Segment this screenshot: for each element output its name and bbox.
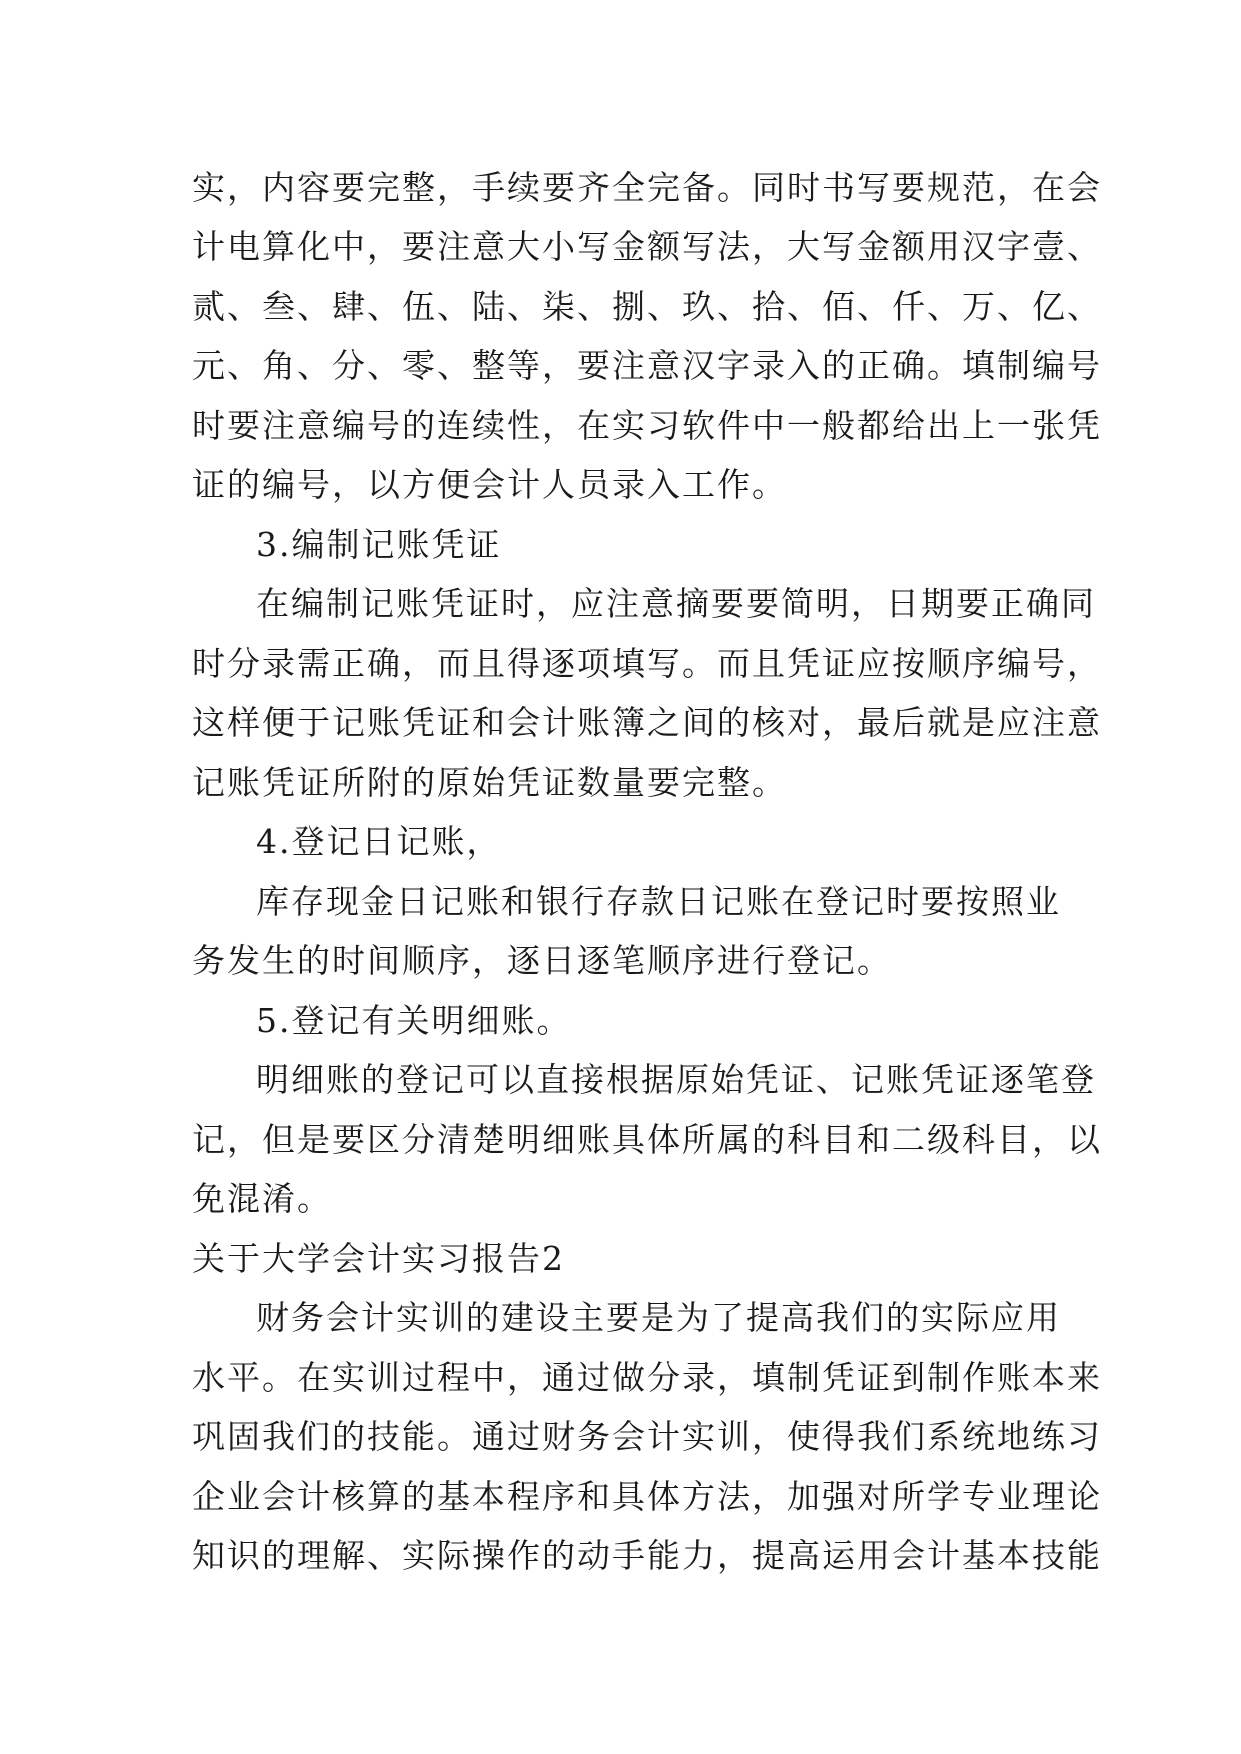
text-line: 元、角、分、零、整等，要注意汉字录入的正确。填制编号 <box>192 346 1102 385</box>
text-line: 在编制记账凭证时，应注意摘要要简明，日期要正确同 <box>256 584 1096 623</box>
section-heading: 5.登记有关明细账。 <box>256 1001 572 1040</box>
text-line: 时分录需正确，而且得逐项填写。而且凭证应按顺序编号， <box>192 644 1102 683</box>
text-line: 知识的理解、实际操作的动手能力，提高运用会计基本技能 <box>192 1536 1102 1575</box>
text-line: 这样便于记账凭证和会计账簿之间的核对，最后就是应注意 <box>192 703 1102 742</box>
section-heading: 3.编制记账凭证 <box>256 525 502 564</box>
text-line: 财务会计实训的建设主要是为了提高我们的实际应用 <box>256 1298 1061 1337</box>
text-line: 记账凭证所附的原始凭证数量要完整。 <box>192 763 787 802</box>
text-line: 时要注意编号的连续性，在实习软件中一般都给出上一张凭 <box>192 406 1102 445</box>
text-line: 巩固我们的技能。通过财务会计实训，使得我们系统地练习 <box>192 1417 1102 1456</box>
text-line: 记，但是要区分清楚明细账具体所属的科目和二级科目，以 <box>192 1120 1102 1159</box>
text-line: 企业会计核算的基本程序和具体方法，加强对所学专业理论 <box>192 1477 1102 1516</box>
text-line: 库存现金日记账和银行存款日记账在登记时要按照业 <box>256 882 1061 921</box>
document-title: 关于大学会计实习报告2 <box>192 1239 565 1278</box>
text-line: 计电算化中，要注意大小写金额写法，大写金额用汉字壹、 <box>192 227 1102 266</box>
text-line: 水平。在实训过程中，通过做分录，填制凭证到制作账本来 <box>192 1358 1102 1397</box>
text-line: 实，内容要完整，手续要齐全完备。同时书写要规范，在会 <box>192 168 1102 207</box>
text-line: 明细账的登记可以直接根据原始凭证、记账凭证逐笔登 <box>256 1060 1096 1099</box>
text-line: 免混淆。 <box>192 1179 332 1218</box>
text-line: 证的编号，以方便会计人员录入工作。 <box>192 465 787 504</box>
text-line: 务发生的时间顺序，逐日逐笔顺序进行登记。 <box>192 941 892 980</box>
text-line: 贰、叁、肆、伍、陆、柒、捌、玖、拾、佰、仟、万、亿、 <box>192 287 1102 326</box>
section-heading: 4.登记日记账， <box>256 822 502 861</box>
